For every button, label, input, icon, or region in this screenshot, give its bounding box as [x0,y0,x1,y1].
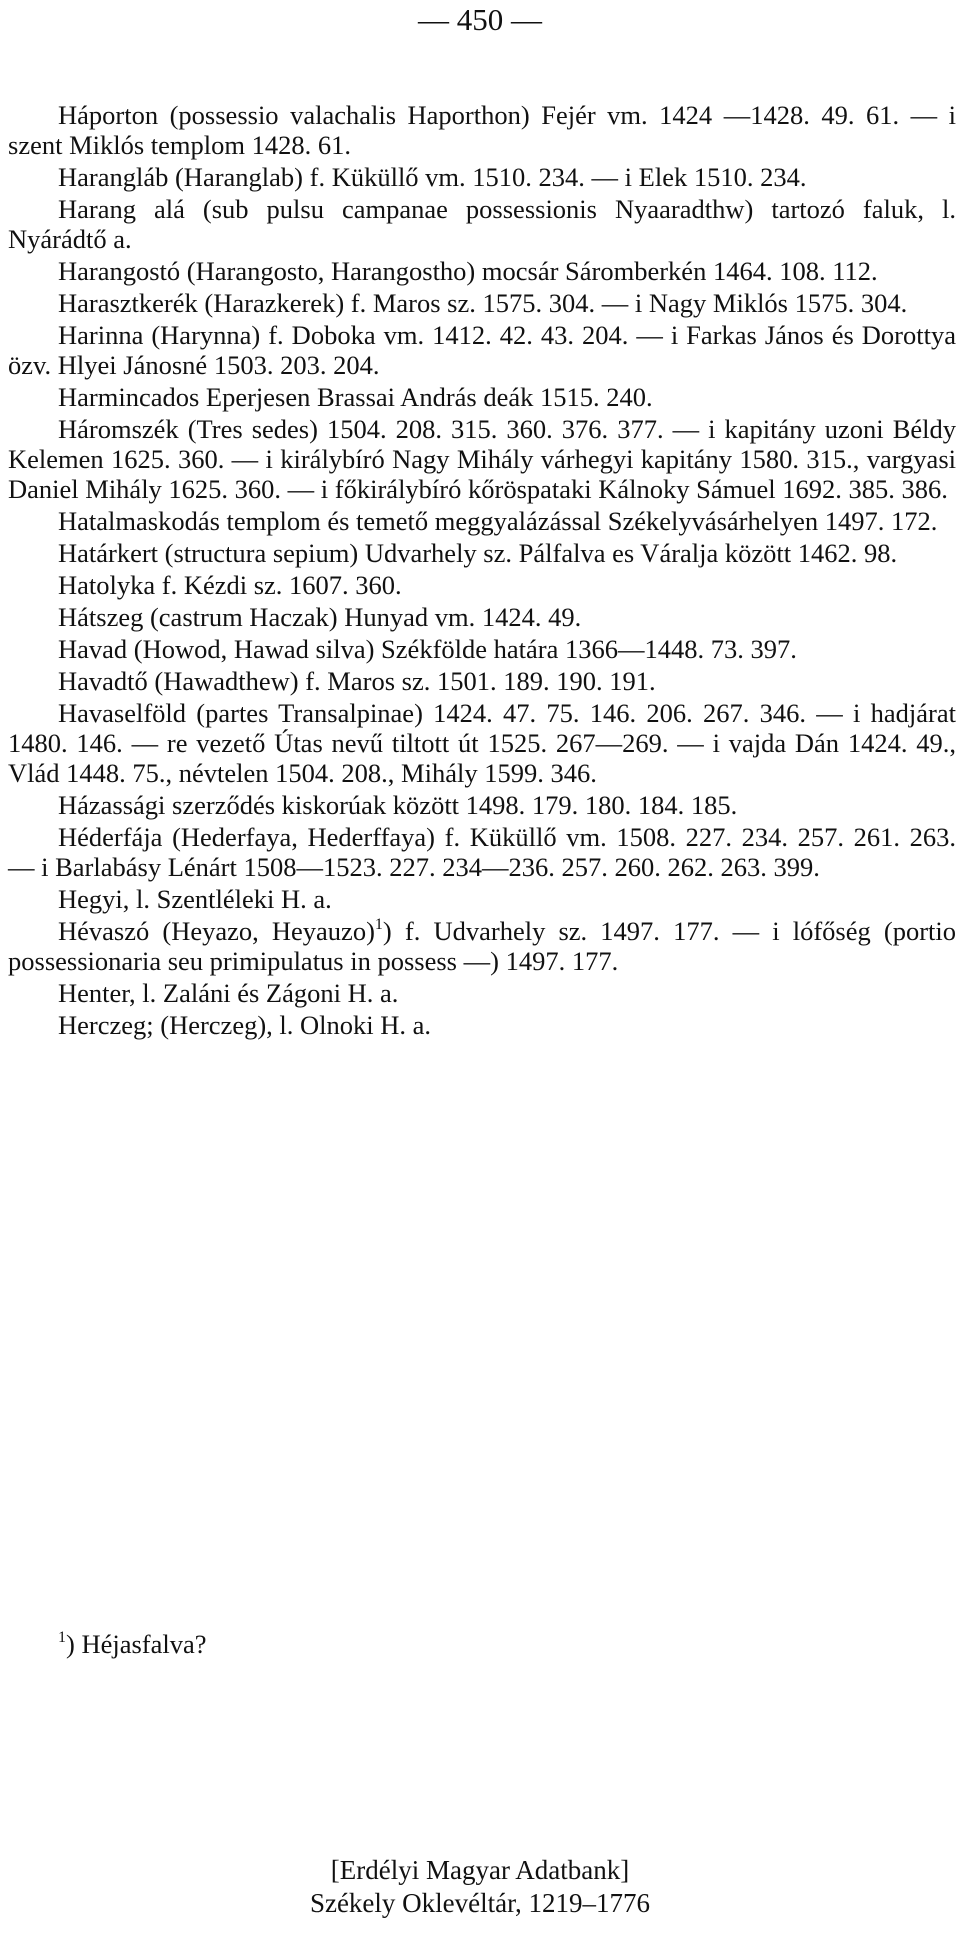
index-entry: Házassági szerződés kiskorúak között 1498. 179. 180. 184. 185. [58,790,738,820]
index-entry-heyazo [8,916,956,976]
index-entry: Havadtő (Hawadthew) f. Maros sz. 1501. 189. 190. 191. [58,666,656,696]
index-entry: Harasztkerék (Harazkerek) f. Maros sz. 1575. 304. — i Nagy Miklós 1575. 304. [58,288,908,318]
entry-text: ) f. Udvarhely sz. 1497. 177. — i lófőség (portio possessionaria seu primipulatus in possess —) 1497. 177. [8,916,957,976]
index-entry: Hegyi, l. Szentléleki H. a. [58,884,332,914]
index-entry: Héderfája (Hederfaya, Hederffaya) f. Küküllő vm. 1508. 227. 234. 257. 261. 263. — i Barlabásy Lénárt 1508—1523. 227. 234—236. 257. 260. 262. 263. 399. [8,822,956,882]
page-number: — 450 — [418,2,542,37]
index-entry: Harang alá (sub pulsu campanae possessionis Nyaaradthw) tartozó faluk, l. Nyárádtő a. [8,194,956,254]
footnotes [8,1629,956,1659]
footnote-reference[interactable]: 1 [374,916,383,933]
index-entry: Harangláb (Haranglab) f. Küküllő vm. 1510. 234. — i Elek 1510. 234. [58,162,807,192]
footnote-text: ) Héjasfalva? [66,1629,207,1659]
index-entry: Havad (Howod, Hawad silva) Székfölde határa 1366—1448. 73. 397. [58,634,797,664]
footnote [8,1629,956,1659]
index-entry: Harinna (Harynna) f. Doboka vm. 1412. 42. 43. 204. — i Farkas János és Dorottya özv. Hlyei Jánosné 1503. 203. 204. [8,320,956,380]
index-entry: Határkert (structura sepium) Udvarhely sz. Pálfalva es Váralja között 1462. 98. [58,538,898,568]
index-entry: Hátszeg (castrum Haczak) Hunyad vm. 1424. 49. [58,602,582,632]
entry-text: Hévaszó (Heyazo, Heyauzo) [58,916,375,946]
index-entry: Hatolyka f. Kézdi sz. 1607. 360. [58,570,402,600]
index-entry: Havaselföld (partes Transalpinae) 1424. 47. 75. 146. 206. 267. 346. — i hadjárat 1480. 146. — re vezető Útas nevű tiltott út 1525. 267—269. — i vajda Dán 1424. 49., Vlád 1448. 75., névtelen 1504. 208., Mihály 1599. 346. [8,698,956,788]
footnote-marker: 1 [58,1629,66,1646]
index-entry: Harangostó (Harangosto, Harangostho) mocsár Sáromberkén 1464. 108. 112. [58,256,878,286]
index-entry: Henter, l. Zaláni és Zágoni H. a. [58,978,399,1008]
source-line: [Erdélyi Magyar Adatbank] [330,1855,630,1885]
index-entry: Hatalmaskodás templom és temető meggyalázással Székelyvásárhelyen 1497. 172. [58,506,938,536]
index-entry: Herczeg; (Herczeg), l. Olnoki H. a. [58,1010,432,1040]
index-entries [8,100,956,1042]
index-entry: Harmincados Eperjesen Brassai András deák 1515. 240. [58,382,653,412]
colophon [0,1854,960,1920]
publication-line: Székely Oklevéltár, 1219–1776 [309,1888,651,1918]
index-entry: Háromszék (Tres sedes) 1504. 208. 315. 360. 376. 377. — i kapitány uzoni Béldy Kelemen 1625. 360. — i királybíró Nagy Mihály várhegyi kapitány 1580. 315., vargyasi Daniel Mihály 1625. 360. — i főkirálybíró kőröspataki Kálnoky Sámuel 1692. 385. 386. [8,414,956,504]
index-entry: Háporton (possessio valachalis Haporthon) Fejér vm. 1424 —1428. 49. 61. — i szent Miklós templom 1428. 61. [8,100,956,160]
